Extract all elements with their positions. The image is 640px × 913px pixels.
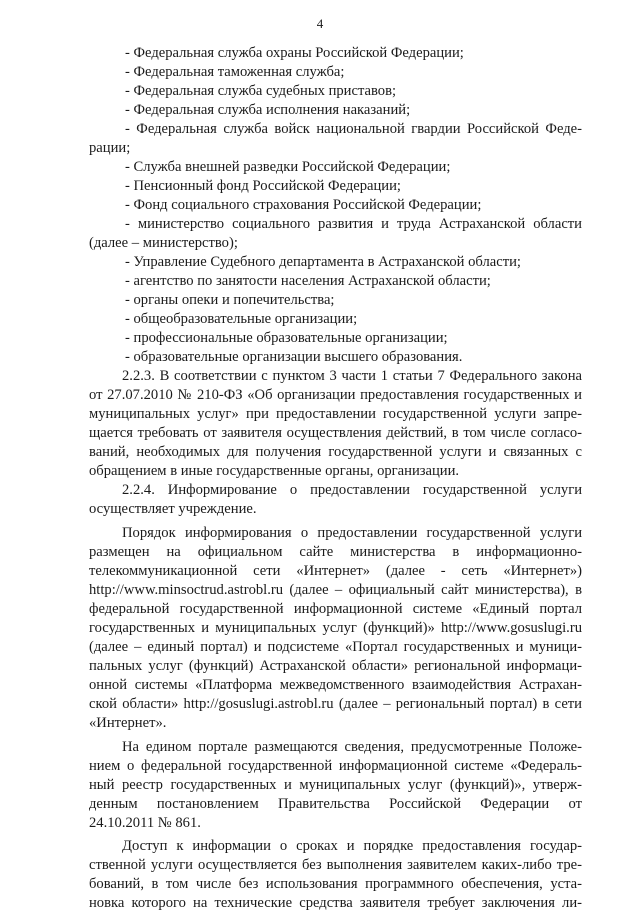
paragraph-line: бований, в том числе без использования программного обеспечения, уста- <box>89 876 582 892</box>
paragraph-line: новка которого на технические средства заявителя требует заключения ли- <box>89 895 582 911</box>
paragraph-line: На едином портале размещаются сведения, предусмотренные Положе- <box>122 739 582 755</box>
document-body <box>89 44 582 913</box>
list-item: - органы опеки и попечительства; <box>125 292 335 308</box>
page-number: 4 <box>316 16 324 31</box>
paragraph-line: размещен на официальном сайте министерства в информационно- <box>89 544 582 560</box>
paragraph-line: денным постановлением Правительства Российской Федерации от <box>89 796 582 812</box>
paragraph-line: телекоммуникационной сети «Интернет» (далее - сеть «Интернет») <box>89 563 582 579</box>
paragraph-line: ственной услуги осуществляется без выполнения заявителем каких-либо тре- <box>89 857 582 873</box>
paragraph-line: 24.10.2011 № 861. <box>89 815 201 831</box>
list-item: - Федеральная служба войск национальной гвардии Российской Феде- <box>125 121 582 137</box>
paragraph-line: пальных услуг (функций) Астраханской области» региональной информаци- <box>89 658 582 674</box>
paragraph-2-2-4 <box>89 481 582 519</box>
paragraph-line: осуществляет учреждение. <box>89 501 257 517</box>
list-item: - Служба внешней разведки Российской Федерации; <box>125 159 451 175</box>
paragraph-information-order <box>89 524 582 733</box>
list-item: - общеобразовательные организации; <box>125 311 358 327</box>
paragraph-line: http://www.minsoctrud.astrobl.ru (далее – официальный сайт министерства), в <box>89 582 582 598</box>
list-item-continuation: рации; <box>89 140 131 156</box>
paragraph-line: ваний, необходимых для получения государственной услуги и связанных с <box>89 444 582 460</box>
paragraph-line: Доступ к информации о сроках и порядке предоставления государ- <box>122 838 582 854</box>
paragraph-single-portal <box>89 738 582 833</box>
list-item: - профессиональные образовательные организации; <box>125 330 448 346</box>
paragraph-line: «Интернет». <box>89 715 167 731</box>
paragraph-line: ный реестр государственных и муниципальных услуг (функций)», утверж- <box>89 777 582 793</box>
paragraph-line: муниципальных услуг» при предоставлении государственной услуги запре- <box>89 406 582 422</box>
list-item: - Федеральная служба судебных приставов; <box>125 83 397 99</box>
list-item: - агентство по занятости населения Астраханской области; <box>125 273 491 289</box>
paragraph-line: 2.2.4. Информирование о предоставлении государственной услуги <box>122 482 582 498</box>
list-item-continuation: (далее – министерство); <box>89 235 238 251</box>
paragraph-line: нием о федеральной государственной информационной системе «Федераль- <box>89 758 582 774</box>
paragraph-line: федеральной государственной информационной системе «Единый портал <box>89 601 582 617</box>
list-item: - министерство социального развития и труда Астраханской области <box>125 216 582 232</box>
paragraph-line: щается требовать от заявителя осуществления действий, в том числе согласо- <box>89 425 582 441</box>
list-item: - Фонд социального страхования Российской Федерации; <box>125 197 482 213</box>
list-item: - Пенсионный фонд Российской Федерации; <box>125 178 401 194</box>
paragraph-line: Порядок информирования о предоставлении государственной услуги <box>122 525 582 541</box>
list-item: - образовательные организации высшего образования. <box>125 349 463 365</box>
paragraph-line: (далее – единый портал) и подсистеме «Портал государственных и муници- <box>89 639 582 655</box>
list-item: - Управление Судебного департамента в Астраханской области; <box>125 254 521 270</box>
paragraph-line: ской области» http://gosuslugi.astrobl.ru (далее – региональный портал) в сети <box>89 696 582 712</box>
paragraph-line: 2.2.3. В соответствии с пунктом 3 части 1 статьи 7 Федерального закона <box>122 368 582 384</box>
list-item: - Федеральная таможенная служба; <box>125 64 345 80</box>
paragraph-2-2-3 <box>89 367 582 481</box>
list-item: - Федеральная служба исполнения наказаний; <box>125 102 411 118</box>
paragraph-information-access <box>89 837 582 913</box>
paragraph-line: государственных и муниципальных услуг (функций)» http://www.gosuslugi.ru <box>89 620 582 636</box>
paragraph-line: онной системы «Платформа межведомственного взаимодействия Астрахан- <box>89 677 582 693</box>
list-item: - Федеральная служба охраны Российской Федерации; <box>125 45 464 61</box>
authorities-list <box>89 44 582 367</box>
paragraph-line: от 27.07.2010 № 210-ФЗ «Об организации предоставления государственных и <box>89 387 582 403</box>
paragraph-line: обращением в иные государственные органы, организации. <box>89 463 460 479</box>
